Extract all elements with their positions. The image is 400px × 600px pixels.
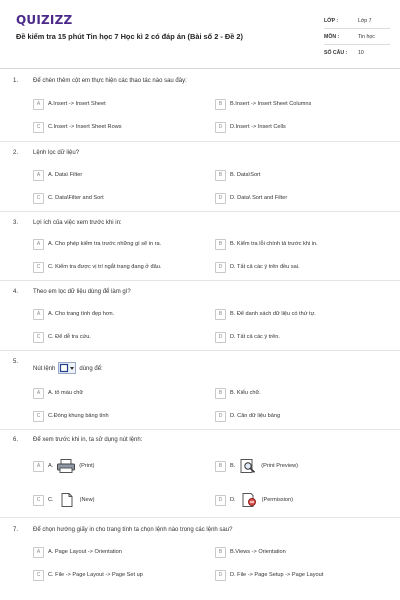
permission-icon	[240, 493, 258, 507]
question-text-after: dùng để:	[79, 366, 103, 372]
header-divider	[0, 68, 400, 69]
option-text: A. tô màu chữ	[48, 390, 84, 396]
meta-row-subject	[324, 29, 390, 45]
option-content	[230, 459, 298, 473]
option-c[interactable]	[33, 494, 95, 506]
option-a[interactable]	[33, 387, 83, 399]
question-divider	[0, 280, 400, 281]
option-text: A. Data\ Filter	[48, 172, 83, 178]
option-text: D. Căn dữ liệu bảng	[230, 413, 281, 419]
meta-table	[324, 13, 390, 61]
option-b[interactable]	[215, 387, 261, 399]
option-d[interactable]	[215, 192, 287, 204]
option-letter: B	[215, 309, 226, 320]
option-letter: A	[33, 99, 44, 110]
option-d[interactable]	[215, 494, 293, 506]
option-text: C. Để dễ tra cứu.	[48, 334, 91, 340]
option-text: C. Kiểm tra được vị trí ngắt trang đang ở đâu.	[48, 264, 162, 270]
question-number: 3.	[13, 220, 19, 226]
question-divider	[0, 141, 400, 142]
option-label: (Print)	[79, 463, 95, 469]
option-letter: D	[215, 262, 226, 273]
option-b[interactable]	[215, 460, 298, 472]
question-number: 5.	[13, 359, 19, 365]
border-button-icon	[58, 362, 76, 376]
option-letter: C	[33, 570, 44, 581]
option-prefix: B.	[230, 463, 236, 469]
question-text: Để xem trước khi in, ta sử dụng nút lệnh:	[33, 437, 143, 443]
option-label: (New)	[79, 497, 95, 503]
option-prefix: C.	[48, 497, 54, 503]
option-a[interactable]	[33, 169, 82, 181]
option-text: A. Cho phép kiểm tra trước những gì sẽ in ra.	[48, 241, 162, 247]
question-number: 4.	[13, 289, 19, 295]
option-d[interactable]	[215, 410, 280, 422]
option-text: D. Data\ Sort and Filter	[230, 195, 288, 201]
option-content	[48, 493, 95, 507]
option-a[interactable]	[33, 460, 95, 472]
option-c[interactable]	[33, 331, 91, 343]
option-letter: B	[215, 170, 226, 181]
option-c[interactable]	[33, 569, 143, 581]
question-divider	[0, 350, 400, 351]
option-prefix: A.	[48, 463, 54, 469]
option-letter: C	[33, 122, 44, 133]
question-divider	[0, 211, 400, 212]
option-letter: D	[215, 411, 226, 422]
option-text: D. Tất cả các ý trên đều sai.	[230, 264, 300, 270]
page-title: Đề kiểm tra 15 phút Tin học 7 Học kì 2 có đáp án (Bài số 2 - Đề 2)	[16, 32, 243, 41]
option-b[interactable]	[215, 308, 316, 320]
option-text: A. Page Layout -> Orientation	[48, 549, 122, 555]
meta-value: Tin học	[358, 33, 375, 40]
option-a[interactable]	[33, 98, 106, 110]
question-text: Để chèn thêm cột em thực hiện các thao tác nào sau đây:	[33, 78, 187, 84]
option-c[interactable]	[33, 192, 104, 204]
option-text: A. Cho trang tính đẹp hơn.	[48, 311, 115, 317]
question-text: Lợi ích của việc xem trước khi in:	[33, 220, 122, 226]
option-text: D. Tất cả các ý trên.	[230, 334, 280, 340]
meta-label: SỐ CÂU :	[324, 50, 348, 56]
question-text: Lệnh lọc dữ liệu?	[33, 150, 80, 156]
option-a[interactable]	[33, 238, 161, 250]
meta-value: Lớp 7	[358, 17, 372, 24]
option-letter: C	[33, 262, 44, 273]
option-text: D. File -> Page Setup -> Page Layout	[230, 572, 324, 578]
option-b[interactable]	[215, 169, 260, 181]
option-letter: B	[215, 99, 226, 110]
option-letter: A	[33, 388, 44, 399]
question-number: 7.	[13, 527, 19, 533]
option-b[interactable]	[215, 238, 318, 250]
option-text: A.Insert -> Insert Sheet	[48, 101, 106, 107]
question-divider	[0, 517, 400, 518]
question-divider	[0, 429, 400, 430]
document-header	[0, 0, 400, 70]
option-d[interactable]	[215, 331, 280, 343]
question-text	[33, 362, 103, 376]
option-text: B. Kiểu chữ.	[230, 390, 261, 396]
option-letter: A	[33, 170, 44, 181]
option-letter: D	[215, 332, 226, 343]
option-label: (Print Preview)	[261, 463, 298, 469]
print-preview-icon	[239, 459, 257, 473]
option-text: C.Insert -> Insert Sheet Rows	[48, 124, 122, 130]
option-letter: B	[215, 239, 226, 250]
option-letter: D	[215, 193, 226, 204]
option-b[interactable]	[215, 98, 311, 110]
option-text: B.Insert -> Insert Sheet Columns	[230, 101, 312, 107]
option-text: C. Data\Filter and Sort	[48, 195, 104, 201]
option-d[interactable]	[215, 121, 286, 133]
question-number: 1.	[13, 78, 19, 84]
option-c[interactable]	[33, 261, 161, 273]
option-label: (Permission)	[261, 497, 293, 503]
option-content	[230, 493, 293, 507]
meta-row-class	[324, 13, 390, 29]
option-text: C.Đóng khung bảng tính	[48, 413, 109, 419]
option-letter: B	[215, 461, 226, 472]
option-a[interactable]	[33, 546, 122, 558]
question-text: Để chọn hướng giấy in cho trang tính ta chọn lệnh nào trong các lệnh sau?	[33, 527, 233, 533]
option-letter: C	[33, 193, 44, 204]
question-number: 6.	[13, 437, 19, 443]
option-text: B. Kiểm tra lỗi chính tả trước khi in.	[230, 241, 318, 247]
option-text: B.Views -> Orientation	[230, 549, 286, 555]
question-number: 2.	[13, 150, 19, 156]
option-c[interactable]	[33, 121, 122, 133]
option-text: B. Để danh sách dữ liệu có thứ tự.	[230, 311, 316, 317]
option-letter: A	[33, 461, 44, 472]
option-letter: D	[215, 122, 226, 133]
new-document-icon	[58, 493, 76, 507]
option-letter: A	[33, 547, 44, 558]
meta-row-count	[324, 45, 390, 61]
option-b[interactable]	[215, 546, 286, 558]
option-letter: C	[33, 495, 44, 506]
quizizz-logo: QUIZIZZ	[16, 13, 73, 27]
option-letter: C	[33, 411, 44, 422]
option-c[interactable]	[33, 410, 109, 422]
question-text: Theo em lọc dữ liệu dùng để làm gì?	[33, 289, 131, 295]
option-letter: C	[33, 332, 44, 343]
option-letter: A	[33, 239, 44, 250]
option-d[interactable]	[215, 569, 323, 581]
option-a[interactable]	[33, 308, 114, 320]
option-letter: D	[215, 495, 226, 506]
option-prefix: D.	[230, 497, 236, 503]
option-d[interactable]	[215, 261, 300, 273]
printer-icon	[57, 459, 75, 473]
option-text: B. Data\Sort	[230, 172, 261, 178]
option-content	[48, 459, 95, 473]
option-letter: B	[215, 388, 226, 399]
meta-label: LỚP :	[324, 17, 339, 24]
option-letter: B	[215, 547, 226, 558]
meta-value: 10	[358, 50, 364, 56]
question-text-before: Nút lệnh	[33, 366, 56, 372]
option-letter: A	[33, 309, 44, 320]
option-text: D.Insert -> Insert Cells	[230, 124, 286, 130]
meta-label: MÔN :	[324, 33, 340, 40]
option-letter: D	[215, 570, 226, 581]
option-text: C. File -> Page Layout -> Page Set up	[48, 572, 143, 578]
